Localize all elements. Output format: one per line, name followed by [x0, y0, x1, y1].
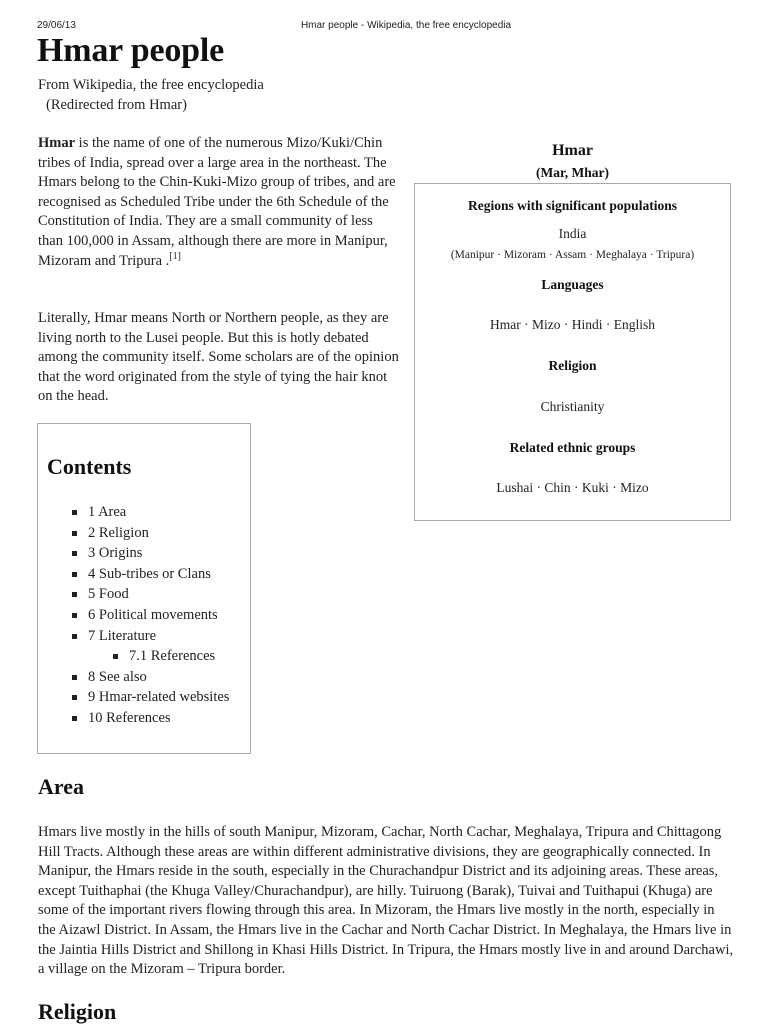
print-date: 29/06/13 — [37, 20, 76, 31]
intro-text: is the name of one of the numerous Mizo/Kuki/Chin tribes of India, spread over a large area in the northeast. The Hmars belong to the Chin-Kuki-Mizo group of tribes, and are recognised as Scheduled Tribe under the 6th Schedule of the Constitution of India. They are a small community of less than 100,000 in Assam, although there are more in Manipur, Mizoram and Tripura . — [38, 135, 396, 269]
infobox-religion-heading: Religion — [548, 358, 597, 373]
infobox-languages-heading: Languages — [541, 277, 604, 292]
bullet-icon — [113, 654, 118, 659]
section-heading-area: Area — [38, 774, 85, 799]
citation-link[interactable]: [1] — [169, 250, 181, 262]
toc-item[interactable]: 7 Literature — [38, 626, 250, 647]
toc-item[interactable]: 4 Sub-tribes or Clans — [38, 564, 250, 585]
infobox-regions-heading: Regions with significant populations — [468, 198, 677, 213]
toc-list — [38, 502, 250, 729]
toc-item[interactable]: 2 Religion — [38, 523, 250, 544]
infobox-religion[interactable]: Christianity — [540, 399, 605, 414]
infobox-region-states[interactable]: (Manipur · Mizoram · Assam · Meghalaya · Tripura) — [450, 249, 695, 261]
table-of-contents — [37, 423, 251, 754]
bullet-icon — [72, 572, 77, 577]
toc-item[interactable]: 10 References — [38, 708, 250, 729]
toc-item[interactable]: 3 Origins — [38, 543, 250, 564]
bullet-icon — [72, 531, 77, 536]
infobox-languages[interactable]: Hmar · Mizo · Hindi · English — [490, 317, 655, 332]
infobox-related-groups[interactable]: Lushai · Chin · Kuki · Mizo — [496, 480, 649, 495]
page-title: Hmar people — [37, 32, 224, 69]
bullet-icon — [72, 551, 77, 556]
infobox-subtitle: (Mar, Mhar) — [536, 165, 609, 180]
bullet-icon — [72, 592, 77, 597]
toc-subitem[interactable]: 7.1 References — [38, 646, 250, 667]
bullet-icon — [72, 634, 77, 639]
section-heading-religion: Religion — [38, 999, 117, 1024]
print-page-title: Hmar people - Wikipedia, the free encyclopedia — [300, 20, 512, 31]
toc-item[interactable]: 8 See also — [38, 667, 250, 688]
bullet-icon — [72, 675, 77, 680]
infobox-title: Hmar — [552, 142, 593, 159]
meaning-paragraph: Literally, Hmar means North or Northern people, as they are living north to the Lusei people. But this is hotly debated among the community itself. Some scholars are of the opinion that the word originated from the style of tying the hair knot on the head. — [38, 310, 399, 405]
toc-item[interactable]: 9 Hmar-related websites — [38, 687, 250, 708]
bullet-icon — [72, 510, 77, 515]
bullet-icon — [72, 695, 77, 700]
intro-bold-term: Hmar — [38, 135, 76, 151]
infobox-related-heading: Related ethnic groups — [509, 440, 636, 455]
redirect-note: (Redirected from Hmar) — [46, 97, 187, 113]
infobox — [414, 183, 731, 521]
toc-heading: Contents — [47, 454, 132, 479]
toc-item[interactable]: 1 Area — [38, 502, 250, 523]
bullet-icon — [72, 716, 77, 721]
bullet-icon — [72, 613, 77, 618]
area-paragraph: Hmars live mostly in the hills of south Manipur, Mizoram, Cachar, North Cachar, Meghalaya, Tripura and Chittagong Hill Tracts. Although these areas are within different administrative divisions, they are geographically connected. In Manipur, the Hmars reside in the south, especially in the Churachandpur District and its adjoining areas. These areas, except Tuithaphai (the Khuga Valley/Churachandpur), are hilly. Tuiruong (Barak), Tuivai and Tuithapui (Khuga) are some of the important rivers flowing through this area. In Mizoram, the Hmars live mostly in the north, especially in the Aizawl District. In Assam, the Hmars live in the Cachar and North Cachar District. In Meghalaya, the Hmars live in the Jaintia Hills District and Shillong in Khasi Hills District. In Tripura, the Hmars mostly live in and around Darchawi, a village on the Mizoram – Tripura border. — [38, 824, 734, 978]
print-header — [0, 0, 768, 34]
intro-paragraph — [38, 134, 400, 271]
toc-item[interactable]: 5 Food — [38, 584, 250, 605]
toc-item[interactable]: 6 Political movements — [38, 605, 250, 626]
site-tagline: From Wikipedia, the free encyclopedia — [38, 77, 264, 93]
infobox-region-country[interactable]: India — [558, 226, 587, 241]
